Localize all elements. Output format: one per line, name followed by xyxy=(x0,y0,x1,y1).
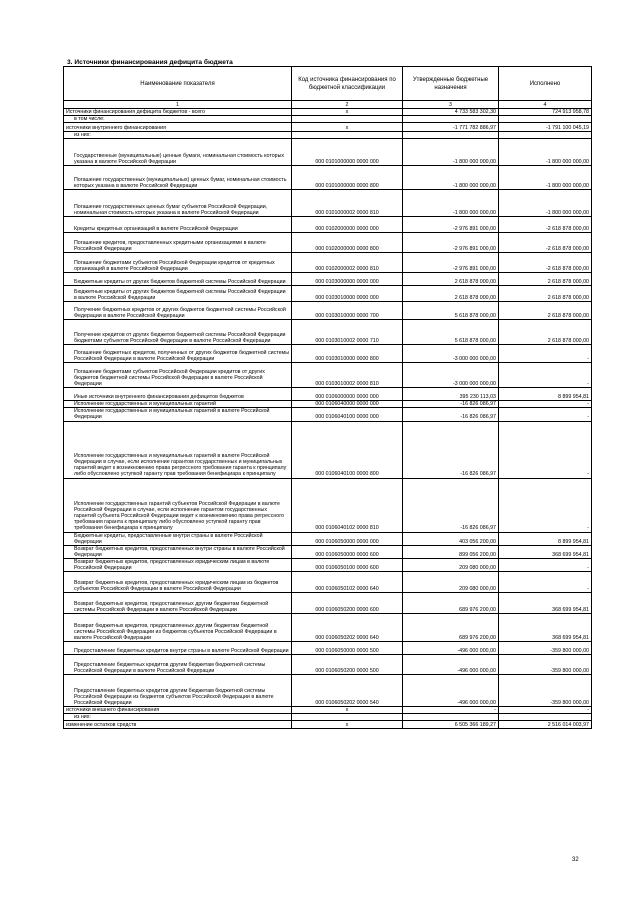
row-code: 000 0102000000 0000 800 xyxy=(292,233,403,253)
row-code: 000 0102000000 0000 000 xyxy=(292,217,403,233)
row-executed: 2 618 878 000,00 xyxy=(499,320,592,345)
row-executed: 724 913 958,78 xyxy=(499,109,592,116)
row-name: Возврат бюджетных кредитов, предоставленных внутри страны в валюте Российской Федерации xyxy=(64,545,292,558)
row-code: 000 0106050000 0000 600 xyxy=(292,545,403,558)
col-number: 3 xyxy=(403,101,499,109)
row-code: 000 0103000000 0000 000 xyxy=(292,273,403,286)
row-approved: 899 056 200,00 xyxy=(403,545,499,558)
row-approved: -496 000 000,00 xyxy=(403,675,499,707)
row-executed: - xyxy=(499,408,592,421)
row-name: Бюджетные кредиты от других бюджетов бюджетной системы Российской Федерации в валюте Российской Федерации xyxy=(64,286,292,302)
row-name: Получение бюджетных кредитов от других бюджетов бюджетной системы Российской Федерации в валюте Российской Федерации xyxy=(64,302,292,320)
table-row xyxy=(64,116,592,123)
row-code: 000 0103010000 0000 700 xyxy=(292,302,403,320)
row-name: Иные источники внутреннего финансирования дефицитов бюджетов xyxy=(64,388,292,401)
row-executed: -1 800 000 000,00 xyxy=(499,166,592,190)
row-approved: -2 976 891 000,00 xyxy=(403,253,499,273)
table-row xyxy=(64,721,592,729)
table-row xyxy=(64,363,592,388)
table-row xyxy=(64,273,592,286)
row-executed: 8 899 954,81 xyxy=(499,388,592,401)
row-code: 000 0103010002 0000 710 xyxy=(292,320,403,345)
row-approved: 689 976 200,00 xyxy=(403,614,499,642)
row-approved xyxy=(403,714,499,721)
row-approved xyxy=(403,132,499,139)
row-code xyxy=(292,116,403,123)
row-approved: 209 080 000,00 xyxy=(403,558,499,571)
table-row xyxy=(64,593,592,614)
row-name: Возврат бюджетных кредитов, предоставленных юридическим лицам из бюджетов субъектов Российской Федерации в валюте Российской Федерации xyxy=(64,572,292,593)
row-code: 000 0102000002 0000 810 xyxy=(292,253,403,273)
row-executed: - xyxy=(499,572,592,593)
table-row xyxy=(64,166,592,190)
row-executed: 368 699 954,81 xyxy=(499,545,592,558)
row-name: Погашение государственных ценных бумаг субъектов Российской Федерации, номинальная стоимость которых указана в валюте Российской Федерации xyxy=(64,190,292,217)
row-name: источники внешнего финансирования xyxy=(64,707,292,714)
col-number: 4 xyxy=(499,101,592,109)
row-name: Погашение бюджетных кредитов, полученных от других бюджетов бюджетной системы Российской Федерации в валюте Российской Федерации xyxy=(64,345,292,363)
row-name: Погашение кредитов, предоставленных кредитными организациями в валюте Российской Федерации xyxy=(64,233,292,253)
row-code: x xyxy=(292,721,403,729)
row-name: Предоставление бюджетных кредитов другим бюджетам бюджетной системы Российской Федерации из бюджетов субъектов Российской Федерации в валюте Российской Федерации xyxy=(64,675,292,707)
row-code: 000 0106040102 0000 810 xyxy=(292,478,403,532)
row-approved: 689 976 200,00 xyxy=(403,593,499,614)
row-executed: -2 618 878 000,00 xyxy=(499,217,592,233)
table-row xyxy=(64,388,592,401)
table-row xyxy=(64,408,592,421)
row-code: 000 0106050000 0000 500 xyxy=(292,642,403,655)
table-row xyxy=(64,478,592,532)
row-executed: 2 516 014 003,97 xyxy=(499,721,592,729)
row-name: Предоставление бюджетных кредитов внутри страны в валюте Российской Федерации xyxy=(64,642,292,655)
row-code: 000 0103010000 0000 000 xyxy=(292,286,403,302)
header-name: Наименование показателя xyxy=(64,67,292,101)
table-row xyxy=(64,614,592,642)
row-code: x xyxy=(292,707,403,714)
sources-table xyxy=(63,66,592,729)
row-approved: 209 080 000,00 xyxy=(403,572,499,593)
row-approved: -1 800 000 000,00 xyxy=(403,166,499,190)
table-row xyxy=(64,707,592,714)
table-row xyxy=(64,139,592,166)
row-approved: 6 505 366 189,27 xyxy=(403,721,499,729)
row-name: Погашение бюджетами субъектов Российской Федерации кредитов от других бюджетов бюджетной системы Российской Федерации в валюте Российской Федерации xyxy=(64,363,292,388)
row-approved: 5 618 878 000,00 xyxy=(403,302,499,320)
row-code: x xyxy=(292,123,403,132)
row-approved xyxy=(403,116,499,123)
table-row xyxy=(64,123,592,132)
table-row xyxy=(64,132,592,139)
row-approved: -16 826 086,97 xyxy=(403,421,499,478)
row-code: 000 0106050000 0000 000 xyxy=(292,532,403,545)
row-name: Предоставление бюджетных кредитов другим бюджетам бюджетной системы Российской Федерации в валюте Российской Федерации xyxy=(64,655,292,675)
row-code xyxy=(292,132,403,139)
table-row xyxy=(64,401,592,408)
row-approved: - xyxy=(403,707,499,714)
row-approved: -2 976 891 000,00 xyxy=(403,233,499,253)
row-name: Бюджетные кредиты, предоставленные внутри страны в валюте Российской Федерации xyxy=(64,532,292,545)
row-approved: -496 000 000,00 xyxy=(403,655,499,675)
table-row xyxy=(64,345,592,363)
table-row xyxy=(64,675,592,707)
row-code: 000 0106050202 0000 540 xyxy=(292,675,403,707)
row-executed: 2 618 878 000,00 xyxy=(499,286,592,302)
table-row xyxy=(64,421,592,478)
table-row xyxy=(64,302,592,320)
row-executed: -359 800 000,00 xyxy=(499,642,592,655)
row-code xyxy=(292,714,403,721)
row-executed: -2 618 878 000,00 xyxy=(499,253,592,273)
row-name: из них: xyxy=(64,714,292,721)
row-code: 000 0106050100 0000 600 xyxy=(292,558,403,571)
row-executed: - xyxy=(499,421,592,478)
col-number: 1 xyxy=(64,101,292,109)
table-row xyxy=(64,558,592,571)
row-name: изменение остатков средств xyxy=(64,721,292,729)
row-executed xyxy=(499,116,592,123)
row-name: Государственные (муниципальные) ценные бумаги, номинальная стоимость которых указана в валюте Российской Федерации xyxy=(64,139,292,166)
row-approved: -1 771 782 886,97 xyxy=(403,123,499,132)
table-row xyxy=(64,217,592,233)
row-approved: -16 826 086,97 xyxy=(403,408,499,421)
row-executed: 8 899 954,81 xyxy=(499,532,592,545)
table-row xyxy=(64,253,592,273)
header-code: Код источника финансирования по бюджетной классификации xyxy=(292,67,403,101)
table-row xyxy=(64,233,592,253)
header-approved: Утвержденные бюджетные назначения xyxy=(403,67,499,101)
row-executed: - xyxy=(499,345,592,363)
row-executed: -359 800 000,00 xyxy=(499,675,592,707)
table-row xyxy=(64,572,592,593)
row-name: Бюджетные кредиты от других бюджетов бюджетной системы Российской Федерации xyxy=(64,273,292,286)
row-executed: 368 699 954,81 xyxy=(499,614,592,642)
row-approved: -16 826 086,97 xyxy=(403,478,499,532)
page-number: 32 xyxy=(572,857,579,863)
row-approved: 395 230 113,03 xyxy=(403,388,499,401)
row-code: 000 0106050200 0000 600 xyxy=(292,593,403,614)
row-name: источники внутреннего финансирования xyxy=(64,123,292,132)
table-row xyxy=(64,532,592,545)
row-name: Исполнение государственных и муниципальных гарантий в валюте Российской Федерации в случае, если исполнение гарантом государственных и муниципальных гарантий ведет к возникновению права регрессного требования гаранта к принципалу либо обусловлено уступкой гаранту прав требования бенефициара к принципалу xyxy=(64,421,292,478)
row-executed: -1 800 000 000,00 xyxy=(499,139,592,166)
row-approved: 5 618 878 000,00 xyxy=(403,320,499,345)
row-executed: - xyxy=(499,363,592,388)
row-code: 000 0106000000 0000 000 xyxy=(292,388,403,401)
row-name: Исполнение государственных гарантий субъектов Российской Федерации в валюте Российской Федерации в случае, если исполнение гарантом государственных гарантий субъекта Российской Федерации ведет к возникновению права регрессного требования гаранта к принципалу либо обусловлено уступкой гаранту прав требования бенефициара к принципалу xyxy=(64,478,292,532)
row-approved: -16 826 086,97 xyxy=(403,401,499,408)
row-executed: -1 791 100 045,19 xyxy=(499,123,592,132)
row-name: Получение кредитов от других бюджетов бюджетной системы Российской Федерации бюджетами субъектов Российской Федерации в валюте Российской Федерации xyxy=(64,320,292,345)
table-row xyxy=(64,642,592,655)
row-code: 000 0106050102 0000 640 xyxy=(292,572,403,593)
row-approved: -1 800 000 000,00 xyxy=(403,190,499,217)
table-row xyxy=(64,655,592,675)
row-executed: 2 618 878 000,00 xyxy=(499,302,592,320)
row-name: Возврат бюджетных кредитов, предоставленных другим бюджетам бюджетной системы Российской Федерации из бюджетов субъектов Российской Федерации в валюте Российской Федерации xyxy=(64,614,292,642)
row-name: из них: xyxy=(64,132,292,139)
table-row xyxy=(64,190,592,217)
row-name: Погашение государственных (муниципальных) ценных бумаг, номинальная стоимость которых указана в валюте Российской Федерации xyxy=(64,166,292,190)
table-row xyxy=(64,320,592,345)
table-row xyxy=(64,714,592,721)
row-code: 000 0103010000 0000 800 xyxy=(292,345,403,363)
row-name: Возврат бюджетных кредитов, предоставленных другим бюджетам бюджетной системы Российской Федерации в валюте Российской Федерации xyxy=(64,593,292,614)
row-code: 000 0106050200 0000 500 xyxy=(292,655,403,675)
row-code: 000 0101000002 0000 810 xyxy=(292,190,403,217)
table-row xyxy=(64,545,592,558)
row-code: 000 0106040000 0000 000 xyxy=(292,401,403,408)
row-code: 000 0106050202 0000 640 xyxy=(292,614,403,642)
row-executed xyxy=(499,714,592,721)
row-code: 000 0106040100 0000 000 xyxy=(292,408,403,421)
row-name: Погашение бюджетами субъектов Российской Федерации кредитов от кредитных организаций в валюте Российской Федерации xyxy=(64,253,292,273)
row-approved: 4 733 583 302,30 xyxy=(403,109,499,116)
row-executed: -1 800 000 000,00 xyxy=(499,190,592,217)
row-name: Кредиты кредитных организаций в валюте Российской Федерации xyxy=(64,217,292,233)
row-approved: 2 618 878 000,00 xyxy=(403,286,499,302)
row-executed xyxy=(499,132,592,139)
row-executed: - xyxy=(499,401,592,408)
row-name: Исполнение государственных и муниципальных гарантий xyxy=(64,401,292,408)
row-approved: -3 000 000 000,00 xyxy=(403,363,499,388)
header-executed: Исполнено xyxy=(499,67,592,101)
row-executed: -359 800 000,00 xyxy=(499,655,592,675)
table-row xyxy=(64,286,592,302)
row-code: 000 0101000000 0000 800 xyxy=(292,166,403,190)
section-title: 3. Источники финансирования дефицита бюджета xyxy=(67,59,233,66)
row-executed: - xyxy=(499,707,592,714)
row-executed: 2 618 878 000,00 xyxy=(499,273,592,286)
row-executed: - xyxy=(499,558,592,571)
row-approved: -2 976 891 000,00 xyxy=(403,217,499,233)
table-row xyxy=(64,109,592,116)
row-approved: -3 000 000 000,00 xyxy=(403,345,499,363)
row-code: 000 0101000000 0000 000 xyxy=(292,139,403,166)
row-name: в том числе: xyxy=(64,116,292,123)
row-executed: - xyxy=(499,478,592,532)
row-approved: -496 000 000,00 xyxy=(403,642,499,655)
row-name: Возврат бюджетных кредитов, предоставленных юридическим лицам в валюте Российской Федерации xyxy=(64,558,292,571)
col-number: 2 xyxy=(292,101,403,109)
row-approved: 2 618 878 000,00 xyxy=(403,273,499,286)
row-approved: -1 800 000 000,00 xyxy=(403,139,499,166)
row-code: 000 0103010002 0000 810 xyxy=(292,363,403,388)
row-name: Исполнение государственных и муниципальных гарантий в валюте Российской Федерации xyxy=(64,408,292,421)
row-code: 000 0106040100 0000 800 xyxy=(292,421,403,478)
row-executed: -2 618 878 000,00 xyxy=(499,233,592,253)
row-code: x xyxy=(292,109,403,116)
row-name: Источники финансирования дефицита бюджетов - всего xyxy=(64,109,292,116)
row-executed: 368 699 954,81 xyxy=(499,593,592,614)
row-approved: 403 056 200,00 xyxy=(403,532,499,545)
